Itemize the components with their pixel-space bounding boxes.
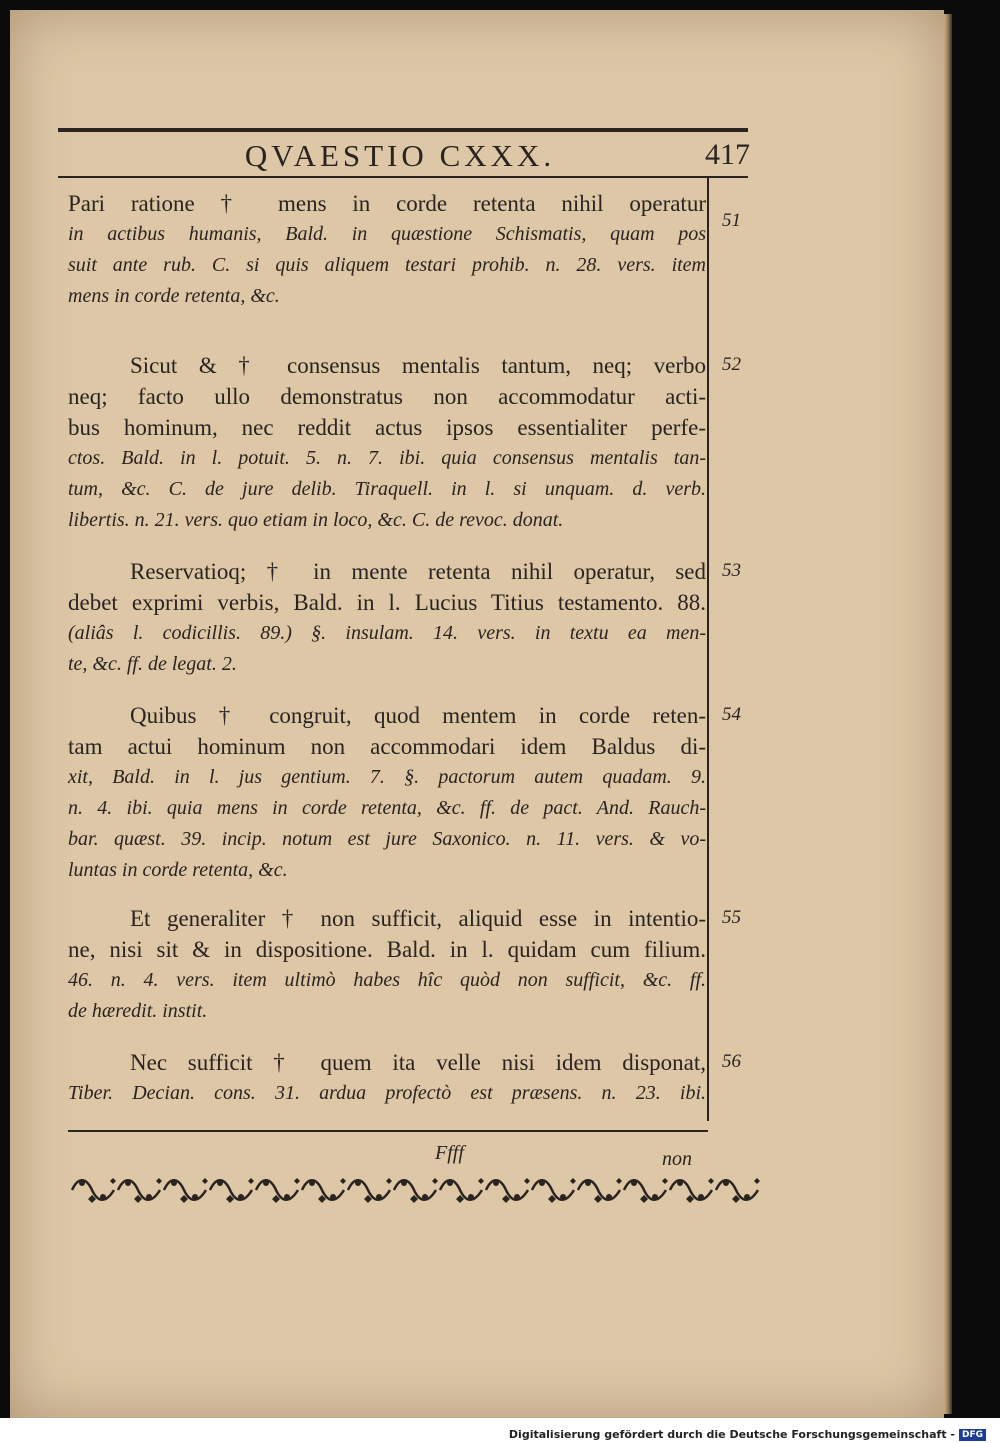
paragraph-52: [68, 350, 706, 536]
paragraph-54: [68, 700, 706, 886]
paragraph-56: [68, 1047, 706, 1109]
header-rule-lower: [58, 176, 748, 178]
header-rule: [58, 128, 748, 132]
paragraph-55: [68, 903, 706, 1027]
paragraph-51: [68, 188, 706, 312]
margin-number: 53: [722, 560, 741, 581]
dfg-logo: DFG: [959, 1429, 986, 1441]
margin-rule: [707, 176, 709, 1121]
text-line: tum, &c. C. de jure delib. Tiraquell. in l. si unquam. d. verb.: [68, 478, 706, 500]
text-line: xit, Bald. in l. jus gentium. 7. §. pactorum autem quadam. 9.: [68, 766, 706, 788]
text-line: debet exprimi verbis, Bald. in l. Lucius Titius testamento. 88.: [68, 590, 706, 615]
text-line: (aliâs l. codicillis. 89.) §. insulam. 14. vers. in textu ea men-: [68, 622, 706, 644]
text-line: bar. quæst. 39. incip. notum est jure Saxonico. n. 11. vers. & vo-: [68, 828, 706, 850]
text-line: tam actui hominum non accommodari idem Baldus di-: [68, 734, 706, 759]
text-line: Quibus † congruit, quod mentem in corde reten-: [130, 703, 706, 728]
page-number: 417: [705, 138, 750, 171]
paragraph-53: [68, 556, 706, 680]
margin-number: 51: [722, 210, 741, 231]
margin-number: 54: [722, 704, 741, 725]
catchword: non: [662, 1148, 692, 1170]
text-line: Pari ratione † mens in corde retenta nihil operatur: [68, 191, 706, 216]
text-line: mens in corde retenta, &c.: [68, 285, 280, 307]
book-page: [10, 10, 944, 1418]
footer-rule: [68, 1130, 708, 1132]
text-line: Sicut & † consensus mentalis tantum, neq; verbo: [130, 353, 706, 378]
margin-number: 56: [722, 1051, 741, 1072]
text-line: bus hominum, nec reddit actus ipsos essentialiter perfe-: [68, 415, 706, 440]
digitization-credit: [509, 1428, 986, 1441]
text-line: te, &c. ff. de legat. 2.: [68, 653, 237, 675]
text-line: luntas in corde retenta, &c.: [68, 859, 288, 881]
signature-mark: Ffff: [435, 1142, 464, 1164]
text-line: libertis. n. 21. vers. quo etiam in loco, &c. C. de revoc. donat.: [68, 509, 564, 531]
text-line: Reservatioq; † in mente retenta nihil operatur, sed: [130, 559, 706, 584]
text-line: n. 4. ibi. quia mens in corde retenta, &c. ff. de pact. And. Rauch-: [68, 797, 706, 819]
text-line: ctos. Bald. in l. potuit. 5. n. 7. ibi. quia consensus mentalis tan-: [68, 447, 706, 469]
margin-number: 55: [722, 907, 741, 928]
running-head: QVAESTIO CXXX.: [244, 138, 556, 173]
text-line: Tiber. Decian. cons. 31. ardua profectò est præsens. n. 23. ibi.: [68, 1082, 706, 1104]
margin-number: 52: [722, 354, 741, 375]
credit-text: Digitalisierung gefördert durch die Deutsche Forschungsgemeinschaft -: [508, 1428, 955, 1441]
text-line: Et generaliter † non sufficit, aliquid esse in intentio-: [130, 906, 706, 931]
page-edge: [944, 14, 952, 1414]
text-line: 46. n. 4. vers. item ultimò habes hîc quòd non sufficit, &c. ff.: [68, 969, 706, 991]
text-line: de hæredit. instit.: [68, 1000, 208, 1022]
text-line: suit ante rub. C. si quis aliquem testari prohib. n. 28. vers. item: [68, 254, 706, 276]
text-line: Nec sufficit † quem ita velle nisi idem disponat,: [130, 1050, 706, 1075]
text-line: ne, nisi sit & in dispositione. Bald. in l. quidam cum filium.: [68, 937, 706, 962]
ornament-border: [70, 1173, 760, 1207]
text-line: in actibus humanis, Bald. in quæstione Schismatis, quam pos: [68, 223, 706, 245]
text-line: neq; facto ullo demonstratus non accommodatur acti-: [68, 384, 706, 409]
